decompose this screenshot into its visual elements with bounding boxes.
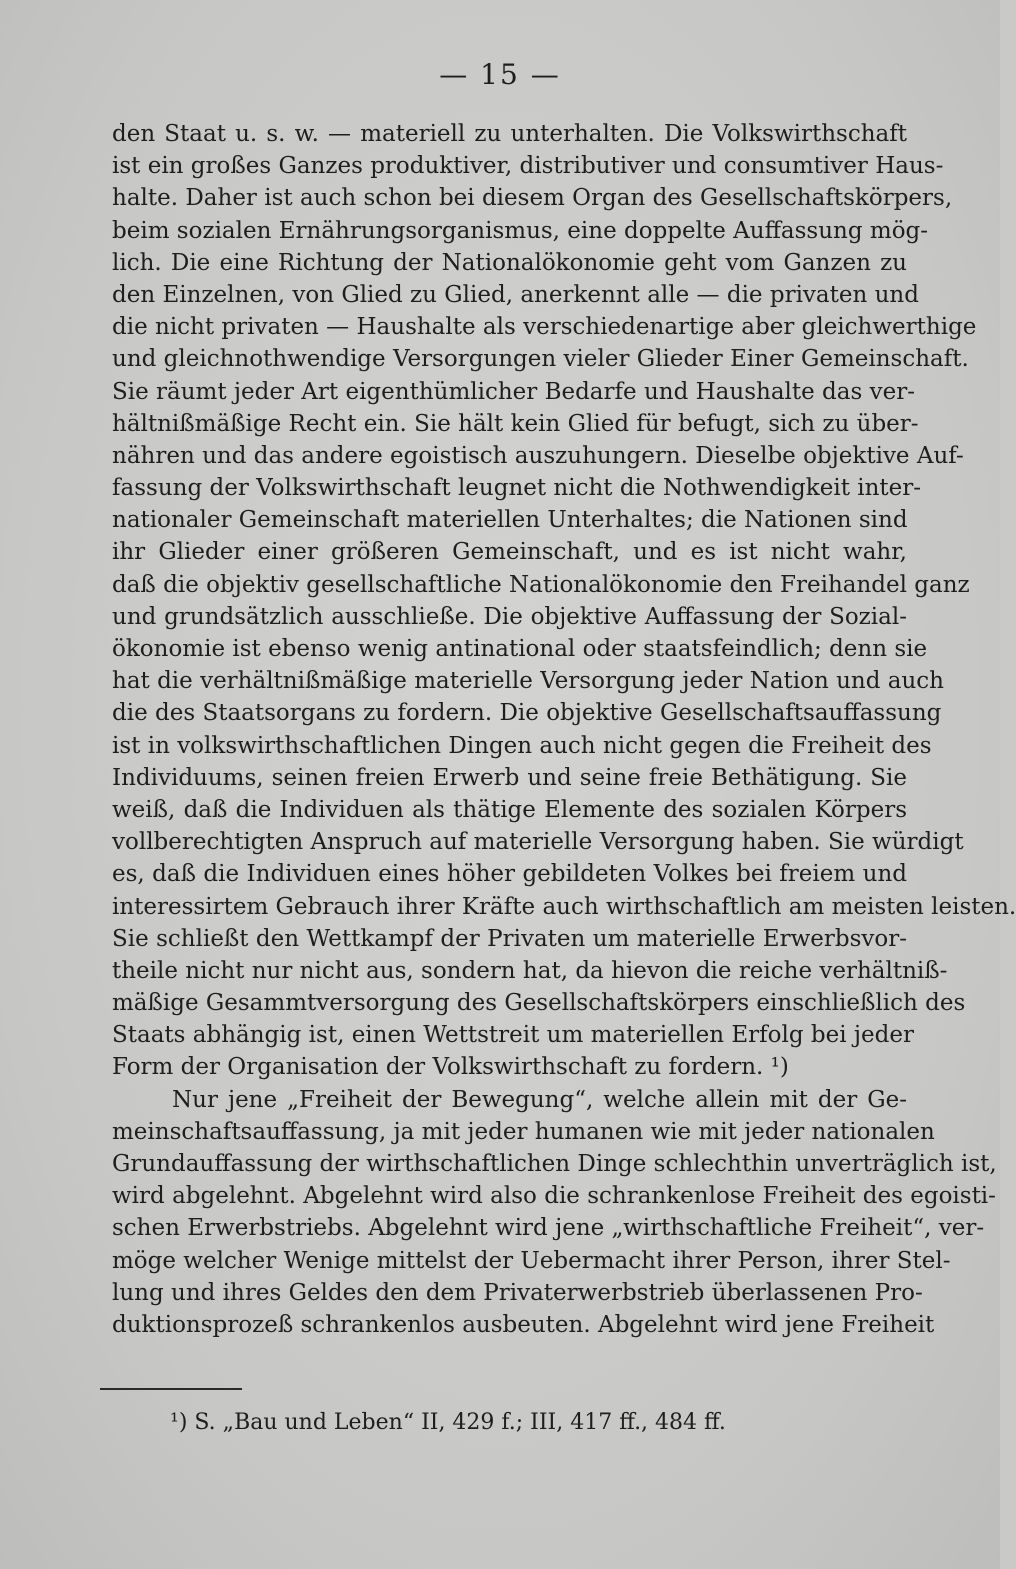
text-line: Staats abhängig ist, einen Wettstreit um materiellen Erfolg bei jeder xyxy=(112,1022,914,1049)
text-line: Individuums, seinen freien Erwerb und seine freie Bethätigung. Sie xyxy=(112,764,907,791)
text-line: ist ein großes Ganzes produktiver, distributiver und consumtiver Haus- xyxy=(112,153,944,180)
text-line: Grundauffassung der wirthschaftlichen Dinge schlechthin unverträglich ist, xyxy=(112,1151,997,1177)
text-line: den Einzelnen, von Glied zu Glied, anerkennt alle — die privaten und xyxy=(112,281,919,308)
text-line: vollberechtigten Anspruch auf materielle Versorgung haben. Sie würdigt xyxy=(112,829,964,856)
text-line: möge welcher Wenige mittelst der Uebermacht ihrer Person, ihrer Stel- xyxy=(112,1247,951,1274)
text-line: fassung der Volkswirthschaft leugnet nicht die Nothwendigkeit inter- xyxy=(112,475,922,502)
text-line: interessirtem Gebrauch ihrer Kräfte auch wirthschaftlich am meisten leisten. xyxy=(112,893,1016,920)
text-line: Form der Organisation der Volkswirthschaft zu fordern. ¹) xyxy=(112,1054,789,1081)
text-line: ihr Glieder einer größeren Gemeinschaft, und es ist nicht wahr, xyxy=(112,539,907,566)
text-line: ökonomie ist ebenso wenig antinational oder staatsfeindlich; denn sie xyxy=(112,636,928,662)
text-line: ist in volkswirthschaftlichen Dingen auch nicht gegen die Freiheit des xyxy=(112,732,932,759)
text-line: hat die verhältnißmäßige materielle Versorgung jeder Nation und auch xyxy=(112,668,944,695)
footnote: ¹) S. „Bau und Leben“ II, 429 f.; III, 417 ff., 484 ff. xyxy=(170,1410,726,1435)
text-line: die nicht privaten — Haushalte als verschiedenartige aber gleichwerthige xyxy=(112,314,977,341)
text-line: mäßige Gesammtversorgung des Gesellschaftskörpers einschließlich des xyxy=(112,990,966,1017)
text-line: schen Erwerbstriebs. Abgelehnt wird jene „wirthschaftliche Freiheit“, ver- xyxy=(112,1215,985,1242)
text-line: wird abgelehnt. Abgelehnt wird also die schrankenlose Freiheit des egoisti- xyxy=(112,1183,996,1210)
text-line: Sie schließt den Wettkampf der Privaten um materielle Erwerbsvor- xyxy=(112,925,907,952)
text-line: nationaler Gemeinschaft materiellen Unterhaltes; die Nationen sind xyxy=(112,507,908,534)
text-line: duktionsprozeß schrankenlos ausbeuten. Abgelehnt wird jene Freiheit xyxy=(112,1311,935,1338)
text-line: halte. Daher ist auch schon bei diesem Organ des Gesellschaftskörpers, xyxy=(112,185,953,212)
text-line: und gleichnothwendige Versorgungen vieler Glieder Einer Gemeinschaft. xyxy=(112,346,969,373)
body-text xyxy=(112,118,1016,1341)
text-line: die des Staatsorgans zu fordern. Die objektive Gesellschaftsauffassung xyxy=(112,700,942,727)
page-number: — 15 — xyxy=(439,58,561,91)
text-line: lich. Die eine Richtung der Nationalökonomie geht vom Ganzen zu xyxy=(112,249,907,276)
text-line: nähren und das andere egoistisch auszuhungern. Dieselbe objektive Auf- xyxy=(112,442,964,469)
text-line: meinschaftsauffassung, ja mit jeder humanen wie mit jeder nationalen xyxy=(112,1118,935,1145)
footnote-divider xyxy=(100,1388,242,1390)
text-line: daß die objektiv gesellschaftliche Nationalökonomie den Freihandel ganz xyxy=(112,571,970,598)
text-line: weiß, daß die Individuen als thätige Elemente des sozialen Körpers xyxy=(112,796,907,823)
text-line: beim sozialen Ernährungsorganismus, eine doppelte Auffassung mög- xyxy=(112,217,929,244)
text-line: theile nicht nur nicht aus, sondern hat, da hievon die reiche verhältniß- xyxy=(112,957,948,984)
text-line: lung und ihres Geldes den dem Privaterwerbstrieb überlassenen Pro- xyxy=(112,1279,923,1306)
text-line: es, daß die Individuen eines höher gebildeten Volkes bei freiem und xyxy=(112,861,907,888)
text-line: den Staat u. s. w. — materiell zu unterhalten. Die Volkswirthschaft xyxy=(112,121,907,147)
text-line: Nur jene „Freiheit der Bewegung“, welche allein mit der Ge- xyxy=(172,1086,907,1113)
text-line: Sie räumt jeder Art eigenthümlicher Bedarfe und Haushalte das ver- xyxy=(112,378,915,405)
text-line: hältnißmäßige Recht ein. Sie hält kein Glied für befugt, sich zu über- xyxy=(112,410,919,437)
text-line: und grundsätzlich ausschließe. Die objektive Auffassung der Sozial- xyxy=(112,603,907,630)
